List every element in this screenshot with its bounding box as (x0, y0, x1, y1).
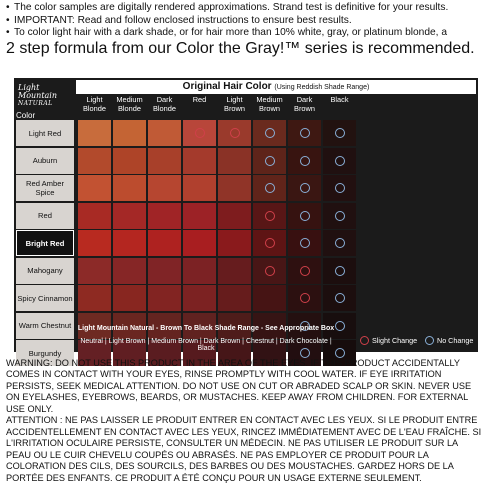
shade-swatch (148, 285, 181, 311)
row-label: Red (16, 203, 74, 229)
shade-swatch (218, 258, 251, 284)
shade-swatch (323, 258, 356, 284)
no-change-icon (335, 211, 345, 221)
no-change-icon (335, 238, 345, 248)
row-label: Mahogany (16, 258, 74, 284)
note-text: IMPORTANT: Read and follow enclosed instructions to ensure best results. (14, 14, 352, 26)
shade-swatch (183, 175, 216, 201)
shade-swatch (288, 203, 321, 229)
no-change-icon (335, 183, 345, 193)
no-change-icon (300, 238, 310, 248)
row-label: Spicy Cinnamon (16, 285, 74, 311)
legend-slight-label: Slight Change (372, 336, 418, 345)
brand-line: NATURAL (18, 100, 53, 107)
shade-swatch (288, 258, 321, 284)
shade-swatch (113, 148, 146, 174)
note-text: To color light hair with a dark shade, or for hair more than 10% white, gray, or platinum blonde, a (14, 27, 448, 39)
shade-swatch (78, 285, 111, 311)
attention-text: ATTENTION : NE PAS LAISSER LE PRODUIT ENTRER EN CONTACT AVEC LES YEUX. SI LE PRODUIT ENTRE ACCIDENTELLEMENT EN CONTACT AVEC LES YEUX, RINCEZ IMMÉDIATEMENT AVEC DE L'EAU FRAÎCHE. SI L'IRRITATION OCULAIRE PERSISTE, CONSULTER UN MÉDECIN. NE PAS UTILISER LE PRODUIT SUR LA PEAU OU LE CUIR CHEVELU COUPÉS OU ABRASÉS. NE PAS EMPLOYER CE PRODUIT POUR LA COLORATION DES CILS, DES SOURCILS, DES BARBES OU DES MOUSTACHES. GARDEZ HORS DE LA PORTÉE DES ENFANTS. CE PRODUIT A ÉTÉ CONÇU POUR UN USAGE EXTERNE SEULEMENT. (6, 415, 482, 483)
shade-swatch (148, 148, 181, 174)
bullet-icon: • (6, 27, 10, 39)
slight-change-icon (265, 238, 275, 248)
no-change-icon (335, 321, 345, 331)
row-label: Burgundy (16, 340, 74, 366)
shade-swatch (78, 148, 111, 174)
brand-line: Light (18, 83, 40, 92)
shade-swatch (113, 120, 146, 146)
shade-swatch (253, 258, 286, 284)
no-change-icon (335, 293, 345, 303)
shade-swatch (183, 258, 216, 284)
brand-line: Mountain (18, 91, 58, 100)
shade-swatch (183, 203, 216, 229)
shade-swatch (323, 120, 356, 146)
row-label: Light Red (16, 120, 74, 146)
shade-swatch (218, 230, 251, 256)
column-header: Medium Blonde (116, 95, 143, 113)
shade-swatch (288, 175, 321, 201)
shade-swatch (218, 175, 251, 201)
shade-swatch (113, 175, 146, 201)
shade-swatch (323, 285, 356, 311)
row-label: Bright Red (16, 230, 74, 256)
shade-swatch (253, 203, 286, 229)
note-item (6, 2, 476, 15)
shade-swatch (323, 175, 356, 201)
slight-change-icon (195, 128, 205, 138)
shade-swatch (253, 148, 286, 174)
shade-chart-panel (14, 78, 478, 358)
column-header: Dark Blonde (152, 95, 176, 113)
column-header: Medium Brown (256, 95, 283, 113)
legend-slight-change (360, 336, 417, 345)
shade-swatch (183, 120, 216, 146)
note-item (6, 15, 476, 28)
shade-swatch (148, 175, 181, 201)
no-change-icon (265, 156, 275, 166)
no-change-icon (335, 348, 345, 358)
slight-change-icon (300, 266, 310, 276)
shade-swatch (218, 120, 251, 146)
shade-swatch (323, 230, 356, 256)
color-column-label: Color (16, 111, 36, 120)
slight-change-icon (230, 128, 240, 138)
legend-no-label: No Change (437, 336, 474, 345)
legend-no-change (425, 336, 473, 345)
shade-swatch (78, 175, 111, 201)
slight-change-icon (265, 266, 275, 276)
column-header: Red (192, 95, 207, 104)
slight-change-icon (300, 293, 310, 303)
shade-swatch (148, 203, 181, 229)
no-change-icon (300, 183, 310, 193)
shade-swatch (323, 203, 356, 229)
bullet-icon: • (6, 2, 10, 13)
shade-swatch (113, 285, 146, 311)
no-change-icon (300, 156, 310, 166)
shade-swatch (113, 203, 146, 229)
notes (6, 2, 476, 58)
shade-swatch (253, 175, 286, 201)
no-change-icon (265, 183, 275, 193)
shade-swatch (253, 285, 286, 311)
shade-swatch (78, 203, 111, 229)
brand-logo (18, 84, 76, 108)
no-change-icon (335, 156, 345, 166)
row-label: Warm Chestnut (16, 313, 74, 339)
original-hair-color-subtitle: (Using Reddish Shade Range) (274, 84, 370, 91)
footer-line-1: Light Mountain Natural - Brown To Black Shade Range - See Appropriate Box (77, 325, 335, 332)
shade-swatch (288, 120, 321, 146)
shade-swatch (218, 148, 251, 174)
row-label: Red Amber Spice (16, 175, 74, 201)
slight-change-icon (265, 211, 275, 221)
shade-swatch (78, 230, 111, 256)
bullet-icon: • (6, 14, 10, 26)
no-change-icon (425, 336, 434, 345)
note-text-continued: 2 step formula from our Color the Gray!™ series is recommended. (6, 39, 475, 57)
shade-swatch (148, 258, 181, 284)
slight-change-icon (360, 336, 369, 345)
no-change-icon (300, 128, 310, 138)
shade-swatch (78, 258, 111, 284)
row-label: Auburn (16, 148, 74, 174)
shade-swatch (148, 120, 181, 146)
column-header: Black (330, 95, 349, 104)
original-hair-color-header (76, 80, 476, 94)
shade-swatch (253, 120, 286, 146)
shade-swatch (253, 230, 286, 256)
shade-swatch (183, 230, 216, 256)
no-change-icon (300, 211, 310, 221)
shade-swatch (183, 148, 216, 174)
no-change-icon (335, 128, 345, 138)
no-change-icon (265, 128, 275, 138)
shade-swatch (78, 120, 111, 146)
warning-text: WARNING: DO NOT USE THIS PRODUCT IN THE AREA OF THE EYES. IF THIS PRODUCT ACCIDENTALLY COMES IN CONTACT WITH YOUR EYES, RINSE PROMPTLY WITH COOL WATER. IF EYE IRRITATION PERSISTS, SEEK MEDICAL ATTENTION. DO NOT USE ON CUT OR ABRADED SCALP OR SKIN. NEVER USE ON EYELASHES, EYEBROWS, BEARDS, OR MUSTACHES. KEEP AWAY FROM CHILDREN. FOR EXTERNAL USE ONLY. (6, 358, 472, 414)
footer-line-2: Neutral | Light Brown | Medium Brown | Dark Brown | Chestnut | Dark Chocolate | Black (80, 338, 332, 352)
column-header: Light Brown (224, 95, 245, 113)
shade-swatch (113, 230, 146, 256)
shade-swatch (183, 285, 216, 311)
shade-swatch (113, 258, 146, 284)
original-hair-color-title: Original Hair Color (182, 81, 272, 92)
no-change-icon (335, 266, 345, 276)
shade-swatch (218, 203, 251, 229)
note-text: The color samples are digitally rendered approximations. Strand test is definitive for your results. (14, 2, 449, 13)
column-header: Light Blonde (82, 95, 106, 113)
shade-swatch (288, 285, 321, 311)
shade-swatch (288, 148, 321, 174)
shade-swatch (288, 230, 321, 256)
column-header: Dark Brown (294, 95, 315, 113)
shade-swatch (218, 285, 251, 311)
shade-swatch (323, 148, 356, 174)
shade-swatch (148, 230, 181, 256)
note-item (6, 27, 476, 40)
